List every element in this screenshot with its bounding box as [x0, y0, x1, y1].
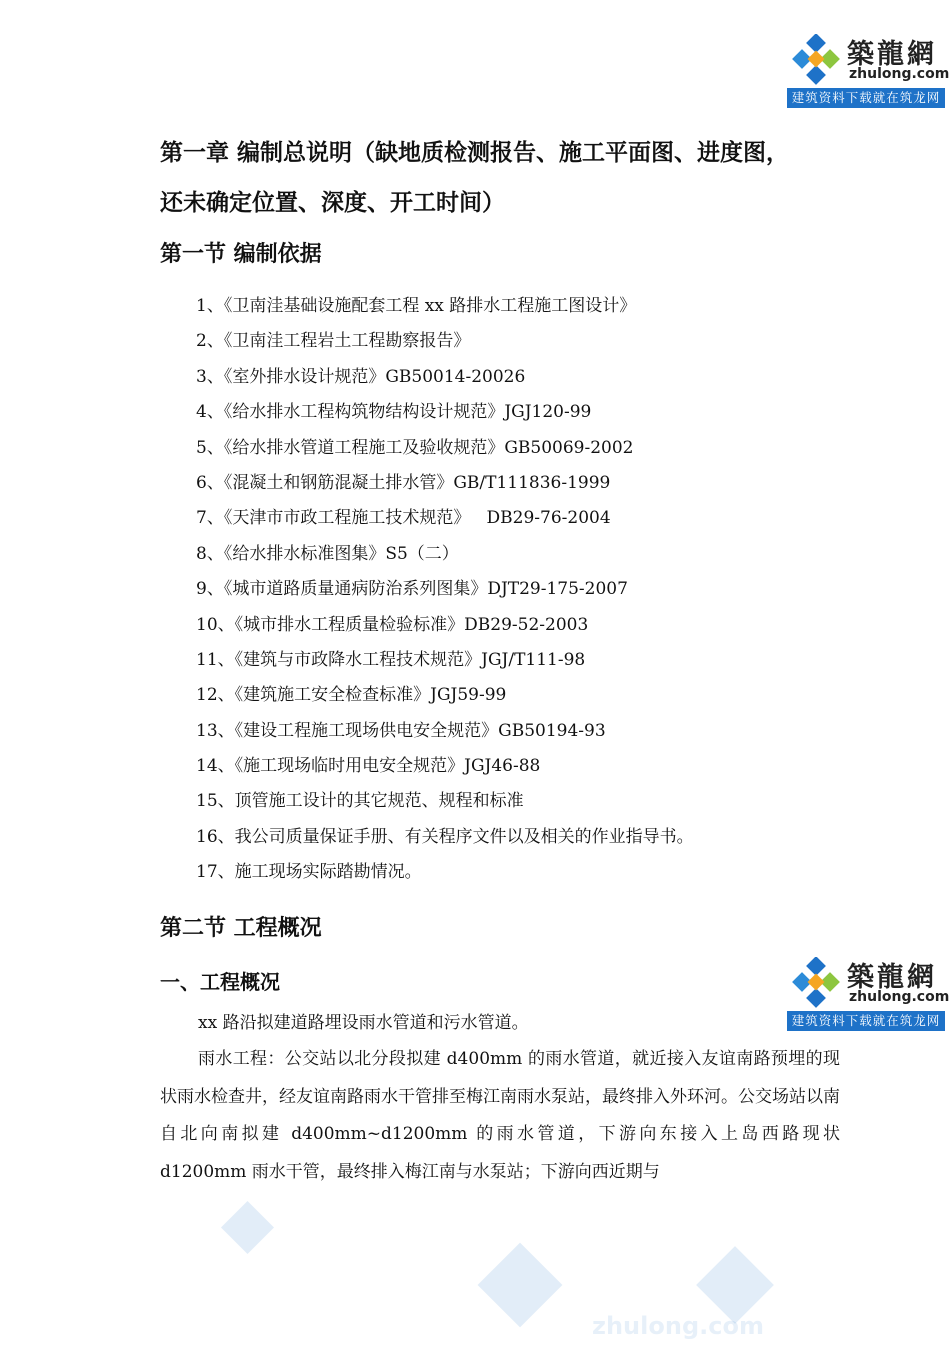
- subsection1-title: 一、工程概况: [160, 970, 280, 994]
- list-item: 1、《卫南洼基础设施配套工程 xx 路排水工程施工图设计》: [196, 296, 637, 316]
- chapter-title-line2: 还未确定位置、深度、开工时间）: [160, 190, 505, 216]
- watermark-diamond-icon: [210, 1190, 285, 1265]
- logo-tagline: 建筑资料下载就在筑龙网: [787, 88, 945, 108]
- chapter-title-line1: 第一章 编制总说明（缺地质检测报告、施工平面图、进度图，: [160, 140, 790, 166]
- reference-list: [196, 291, 694, 893]
- logo-tagline: 建筑资料下载就在筑龙网: [787, 1011, 945, 1031]
- list-item: 5、《给水排水管道工程施工及验收规范》GB50069-2002: [196, 437, 634, 458]
- list-item: 10、《城市排水工程质量检验标准》DB29-52-2003: [196, 614, 589, 635]
- zhulong-diamond-icon: [789, 34, 845, 90]
- list-item: 2、《卫南洼工程岩土工程勘察报告》: [196, 331, 471, 352]
- list-item: 3、《室外排水设计规范》GB50014-20026: [196, 366, 526, 387]
- list-item: 17、施工现场实际踏勘情况。: [196, 862, 422, 883]
- list-item: 15、顶管施工设计的其它规范、规程和标准: [196, 791, 524, 812]
- list-item: 6、《混凝土和钢筋混凝土排水管》GB/T111836-1999: [196, 472, 611, 493]
- list-item: 7、《天津市市政工程施工技术规范》 DB29-76-2004: [196, 508, 611, 529]
- paragraph-rainwater: 雨水工程：公交站以北分段拟建 d400mm 的雨水管道，就近接入友谊南路预埋的现状雨水检查井，经友谊南路雨水干管排至梅江南雨水泵站，最终排入外环河。公交场站以南自北向南拟建 d400mm~d1200mm 的雨水管道，下游向东接入上岛西路现状 d1200mm 雨水干管，最终排入梅江南与水泵站；下游向西近期与: [160, 1049, 840, 1182]
- list-item: 12、《建筑施工安全检查标准》JGJ59-99: [196, 685, 507, 706]
- list-item: 13、《建设工程施工现场供电安全规范》GB50194-93: [196, 720, 606, 741]
- list-item: 4、《给水排水工程构筑物结构设计规范》JGJ120-99: [196, 402, 592, 423]
- zhulong-logo-top: [787, 30, 950, 108]
- logo-brand: 築龍網: [847, 962, 937, 993]
- watermark-diamond-icon: [460, 1225, 580, 1345]
- logo-domain: zhulong.com: [849, 989, 950, 1005]
- list-item: 11、《建筑与市政降水工程技术规范》JGJ/T111-98: [196, 649, 586, 670]
- list-item: 9、《城市道路质量通病防治系列图集》DJT29-175-2007: [196, 579, 628, 600]
- list-item: 16、我公司质量保证手册、有关程序文件以及相关的作业指导书。: [196, 826, 694, 847]
- list-item: 8、《给水排水标准图集》S5（二）: [196, 543, 459, 564]
- paragraph-overview: xx 路沿拟建道路埋设雨水管道和污水管道。: [198, 1013, 529, 1033]
- section1-title: 第一节 编制依据: [160, 242, 322, 267]
- logo-brand: 築龍網: [847, 39, 937, 70]
- logo-domain: zhulong.com: [849, 66, 950, 82]
- list-item: 14、《施工现场临时用电安全规范》JGJ46-88: [196, 756, 541, 777]
- watermark-domain-text: zhulong.com: [592, 1312, 764, 1340]
- section2-title: 第二节 工程概况: [160, 916, 322, 941]
